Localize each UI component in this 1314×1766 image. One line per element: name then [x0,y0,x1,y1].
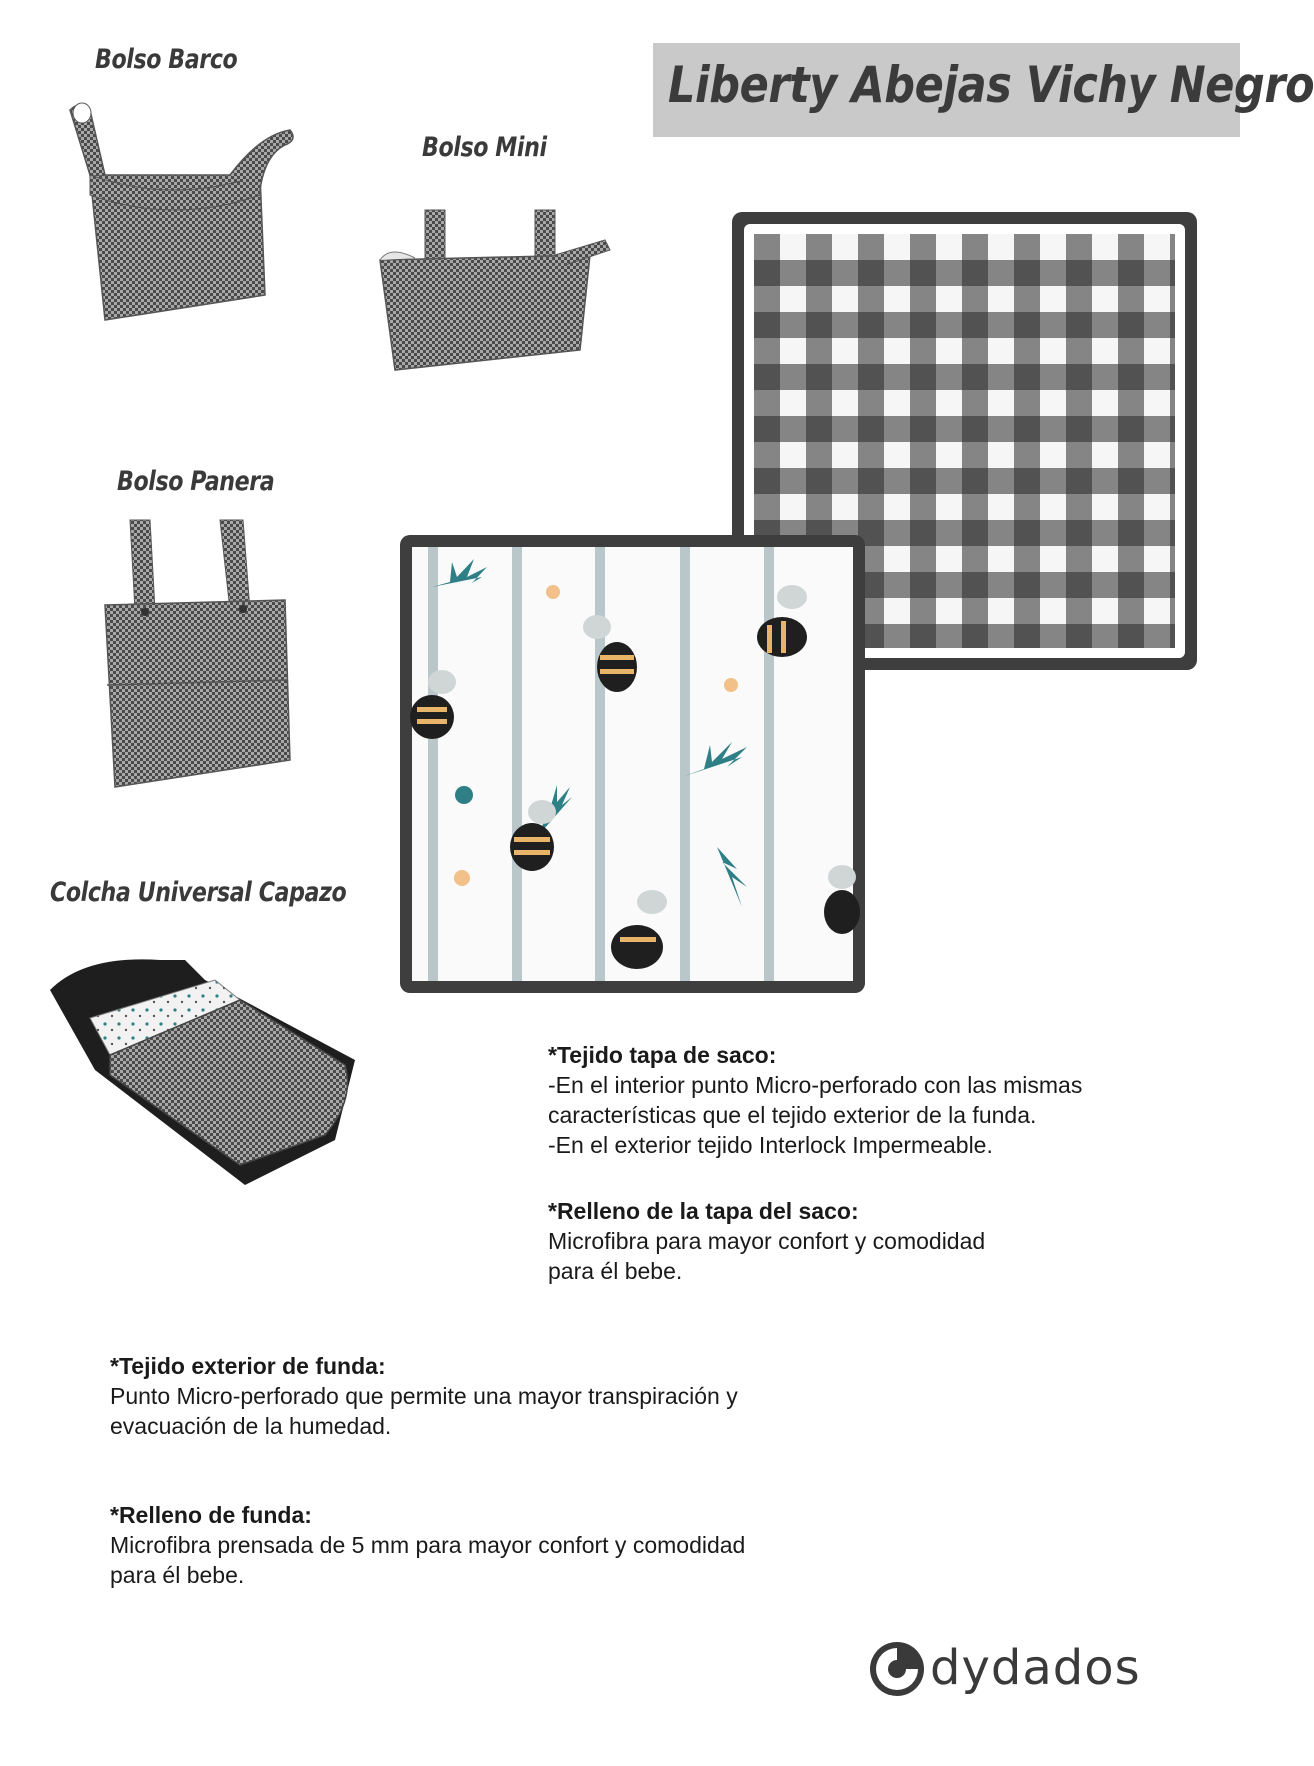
info-heading: *Tejido exterior de funda: [110,1353,386,1379]
info-heading: *Relleno de la tapa del saco: [548,1198,859,1224]
bee-swatch [412,547,853,981]
bolso-mini-image [375,200,615,375]
page-title: Liberty Abejas Vichy Negro [668,56,1314,114]
info-line: -En el exterior tejido Interlock Impermeable. [548,1132,993,1158]
info-line: características que el tejido exterior de la funda. [548,1102,1037,1128]
bolso-panera-image [95,515,295,790]
info-tejido-funda [110,1351,738,1441]
info-line: para él bebe. [548,1258,683,1284]
bee-swatch-frame [400,535,865,993]
bee-pattern [412,547,853,981]
info-relleno-funda [110,1500,745,1590]
info-relleno-tapa [548,1196,985,1286]
bolso-barco-image [60,95,300,335]
info-line: para él bebe. [110,1562,245,1588]
info-heading: *Tejido tapa de saco: [548,1042,777,1068]
info-line: Microfibra para mayor confort y comodidad [548,1228,986,1254]
label-bolso-barco: Bolso Barco [95,44,238,75]
brand-name: dydados [930,1640,1141,1696]
info-line: Microfibra prensada de 5 mm para mayor confort y comodidad [110,1532,746,1558]
info-line: evacuación de la humedad. [110,1413,392,1439]
info-tejido-tapa [548,1040,1082,1160]
info-heading: *Relleno de funda: [110,1502,312,1528]
label-colcha-capazo: Colcha Universal Capazo [50,877,347,908]
label-bolso-panera: Bolso Panera [117,466,275,497]
info-line: Punto Micro-perforado que permite una mayor transpiración y [110,1383,738,1409]
brand-logo-icon [868,1640,926,1698]
colcha-capazo-image [45,950,360,1185]
info-line: -En el interior punto Micro-perforado con las mismas [548,1072,1083,1098]
label-bolso-mini: Bolso Mini [422,132,547,163]
